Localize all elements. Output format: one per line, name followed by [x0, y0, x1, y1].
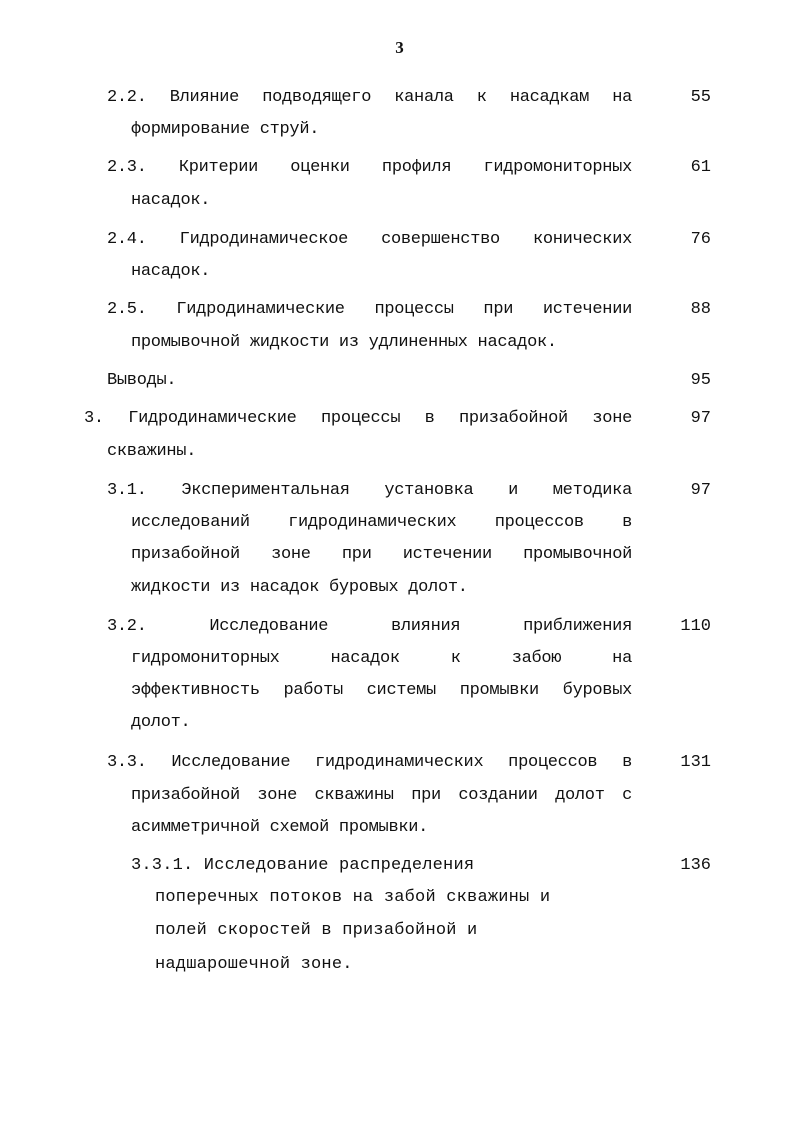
page-number: 3: [395, 38, 404, 57]
toc-line: Выводы.: [107, 371, 177, 390]
toc-page-number: 136: [680, 856, 711, 875]
toc-line: асимметричной схемой промывки.: [131, 818, 429, 837]
toc-line: надшарошечной зоне.: [155, 955, 353, 974]
toc-line: исследований гидродинамических процессов в: [131, 513, 632, 532]
toc-line: 3.3.1. Исследование распределения: [131, 856, 475, 875]
toc-page-number: 95: [690, 371, 711, 390]
toc-page-number: 110: [680, 617, 711, 636]
toc-line: 2.3. Критерии оценки профиля гидромониторных: [107, 158, 632, 177]
toc-line: промывочной жидкости из удлиненных насадок.: [131, 333, 557, 352]
toc-page-number: 76: [690, 230, 711, 249]
toc-line: 2.2. Влияние подводящего канала к насадкам на: [107, 88, 632, 107]
toc-line: поперечных потоков на забой скважины и: [155, 888, 551, 907]
toc-page-number: 55: [690, 88, 711, 107]
toc-line: формирование струй.: [131, 120, 320, 139]
toc-line: 3.1. Экспериментальная установка и методика: [107, 481, 632, 500]
toc-line: насадок.: [131, 191, 211, 210]
toc-line: призабойной зоне скважины при создании долот с: [131, 786, 632, 805]
toc-page-number: 88: [690, 300, 711, 319]
toc-line: 3. Гидродинамические процессы в призабойной зоне: [84, 409, 632, 428]
toc-page-number: 97: [690, 409, 711, 428]
toc-line: 2.4. Гидродинамическое совершенство конических: [107, 230, 632, 249]
toc-line: долот.: [131, 713, 191, 732]
toc-line: эффективность работы системы промывки буровых: [131, 681, 632, 700]
toc-page-number: 131: [680, 753, 711, 772]
toc-line: 3.3. Исследование гидродинамических процессов в: [107, 753, 632, 772]
toc-line: скважины.: [107, 442, 197, 461]
toc-page-number: 97: [690, 481, 711, 500]
toc-line: 3.2. Исследование влияния приближения: [107, 617, 632, 636]
toc-line: насадок.: [131, 262, 211, 281]
toc-line: призабойной зоне при истечении промывочной: [131, 545, 632, 564]
toc-line: гидромониторных насадок к забою на: [131, 649, 632, 668]
toc-line: 2.5. Гидродинамические процессы при истечении: [107, 300, 632, 319]
toc-line: полей скоростей в призабойной и: [155, 921, 478, 940]
toc-page-number: 61: [690, 158, 711, 177]
toc-line: жидкости из насадок буровых долот.: [131, 578, 468, 597]
